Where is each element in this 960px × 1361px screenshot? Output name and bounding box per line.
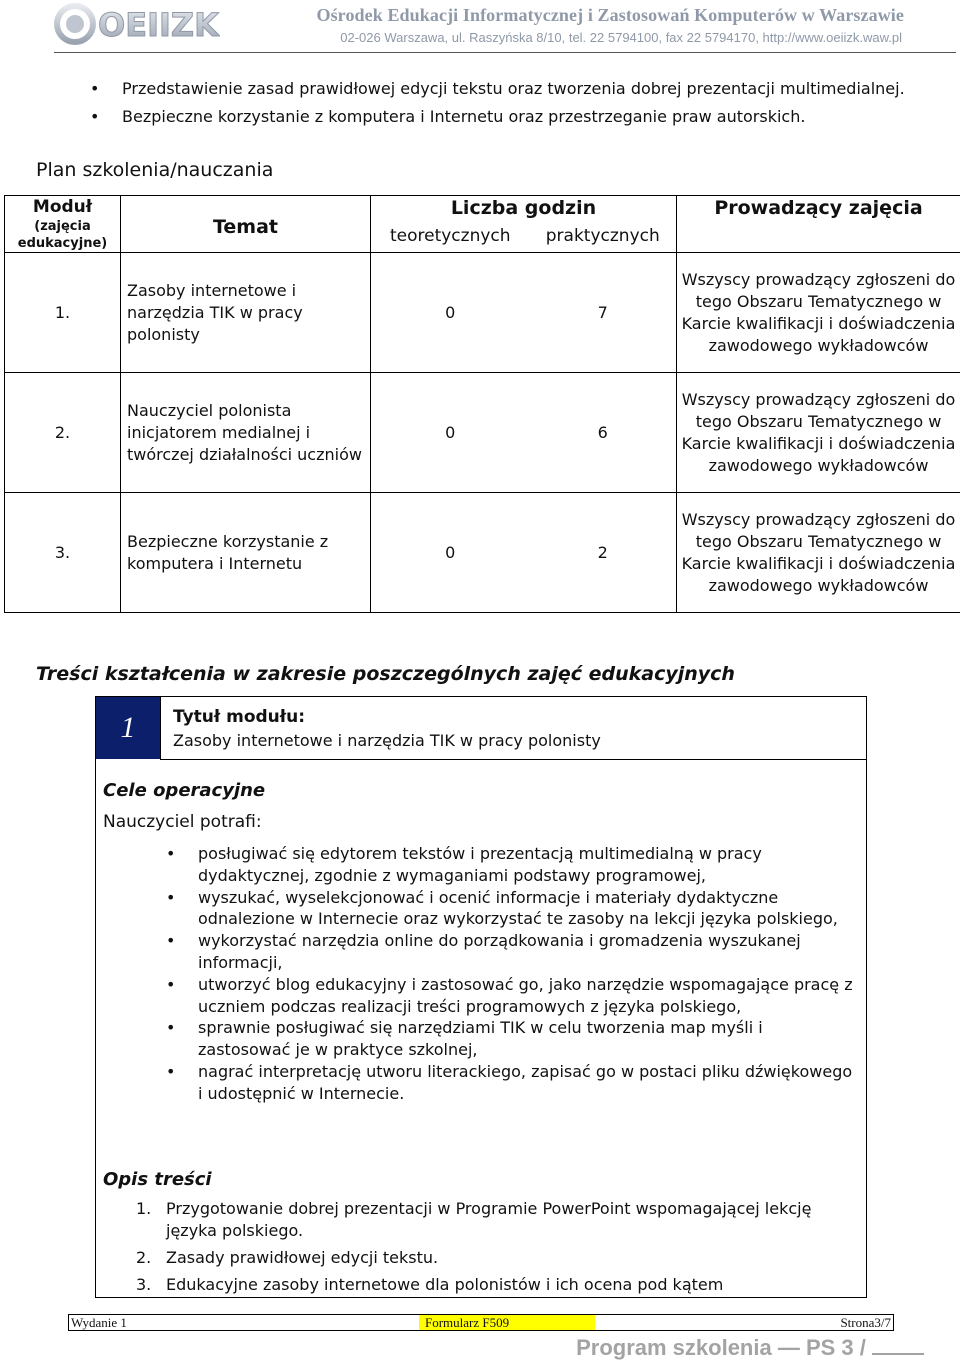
plan-heading: Plan szkolenia/nauczania (36, 159, 273, 181)
program-id-blank-line (872, 1335, 924, 1355)
module-number-badge: 1 (96, 697, 160, 759)
content-heading: Treści kształcenia w zakresie poszczególnych zajęć edukacyjnych (36, 663, 735, 685)
column-header-teacher-spacer (677, 220, 960, 253)
module-title-cell (160, 697, 866, 760)
description-item (136, 1198, 846, 1242)
footer-edition: Wydanie 1 (71, 1315, 127, 1330)
module-topic: Bezpieczne korzystanie z komputera i Internetu (121, 493, 371, 613)
module-title: Zasoby internetowe i narzędzia TIK w pracy polonisty (173, 731, 601, 750)
description-item-text: Zasady prawidłowej edycji tekstu. (166, 1248, 438, 1267)
module-topic: Zasoby internetowe i narzędzia TIK w pracy polonisty (121, 253, 371, 373)
oeiizk-logo (54, 3, 220, 45)
hours-theory: 0 (371, 253, 530, 373)
goals-heading: Cele operacyjne (103, 780, 265, 801)
description-item-number: 1. (136, 1198, 151, 1220)
goals-intro: Nauczyciel potrafi: (103, 812, 262, 832)
intro-bullet: • Bezpieczne korzystanie z komputera i Internetu oraz przestrzeganie praw autorskich. (88, 106, 908, 128)
teacher-info: Wszyscy prowadzący zgłoszeni do tego Obszaru Tematycznego w Karcie kwalifikacji i doświadczenia zawodowego wykładowców (677, 373, 960, 493)
program-id (576, 1335, 924, 1361)
logo-text: OEIIZK (98, 6, 220, 44)
column-header-topic: Temat (121, 196, 371, 253)
column-header-hours: Liczba godzin (371, 196, 677, 221)
description-list (136, 1198, 846, 1301)
module-number: 1. (5, 253, 121, 373)
description-item-text: Edukacyjne zasoby internetowe dla polonistów i ich ocena pod kątem (166, 1275, 723, 1294)
description-item (136, 1247, 846, 1269)
hours-practice: 7 (530, 253, 677, 373)
hours-practice: 2 (530, 493, 677, 613)
description-item-number: 2. (136, 1247, 151, 1269)
program-id-text: Program szkolenia — PS 3 / (576, 1335, 866, 1360)
goal-item: • posługiwać się edytorem tekstów i prezentacją multimedialną w pracy dydaktycznej, zgodnie z wymaganiami podstawy programowej, (166, 843, 856, 887)
table-row (5, 253, 960, 373)
training-schedule-table (4, 195, 960, 613)
column-header-theory: teoretycznych (371, 220, 530, 253)
organization-address: 02-026 Warszawa, ul. Raszyńska 8/10, tel. 22 5794100, fax 22 5794170, http://www.oeiizk.waw.pl (340, 30, 902, 45)
teacher-info: Wszyscy prowadzący zgłoszeni do tego Obszaru Tematycznego w Karcie kwalifikacji i doświadczenia zawodowego wykładowców (677, 253, 960, 373)
column-header-module-sub: (zajęcia edukacyjne) (5, 218, 120, 252)
table-row (5, 493, 960, 613)
column-header-teacher: Prowadzący zajęcia (677, 196, 960, 221)
organization-name: Ośrodek Edukacji Informatycznej i Zastosowań Komputerów w Warszawie (316, 5, 904, 26)
column-header-module-label: Moduł (5, 196, 120, 218)
intro-bullet-list (88, 78, 908, 134)
module-box (95, 696, 867, 1298)
column-header-module (5, 196, 121, 253)
table-header-row (5, 196, 960, 221)
description-item-text: Przygotowanie dobrej prezentacji w Programie PowerPoint wspomagającej lekcję języka polskiego. (166, 1199, 811, 1240)
footer-page-number: Strona3/7 (840, 1315, 891, 1330)
goal-item: • sprawnie posługiwać się narzędziami TIK w celu tworzenia map myśli i zastosować je w praktyce szkolnej, (166, 1017, 856, 1061)
description-item-number: 3. (136, 1274, 151, 1296)
header-divider (54, 52, 956, 53)
module-number: 2. (5, 373, 121, 493)
hours-theory: 0 (371, 373, 530, 493)
goal-item: • wykorzystać narzędzia online do porządkowania i gromadzenia wyszukanej informacji, (166, 930, 856, 974)
footer-form-id: Formularz F509 (419, 1315, 595, 1330)
page-footer (68, 1314, 894, 1331)
hours-theory: 0 (371, 493, 530, 613)
teacher-info: Wszyscy prowadzący zgłoszeni do tego Obszaru Tematycznego w Karcie kwalifikacji i doświadczenia zawodowego wykładowców (677, 493, 960, 613)
goals-list (166, 843, 856, 1105)
description-heading: Opis treści (103, 1169, 212, 1190)
hours-practice: 6 (530, 373, 677, 493)
table-row (5, 373, 960, 493)
column-header-practice: praktycznych (530, 220, 677, 253)
goal-item: • utworzyć blog edukacyjny i zastosować go, jako narzędzie wspomagające pracę z uczniem podczas realizacji treści programowych z języka polskiego, (166, 974, 856, 1018)
page-header (0, 0, 960, 54)
module-title-label: Tytuł modułu: (173, 707, 305, 727)
description-item (136, 1274, 846, 1296)
module-topic: Nauczyciel polonista inicjatorem medialnej i twórczej działalności uczniów (121, 373, 371, 493)
goal-item: • wyszukać, wyselekcjonować i ocenić informacje i materiały dydaktyczne odnalezione w Internecie oraz wykorzystać te zasoby na lekcji języka polskiego, (166, 887, 856, 931)
module-number: 3. (5, 493, 121, 613)
goal-item: • nagrać interpretację utworu literackiego, zapisać go w postaci pliku dźwiękowego i udostępnić w Internecie. (166, 1061, 856, 1105)
intro-bullet: • Przedstawienie zasad prawidłowej edycji tekstu oraz tworzenia dobrej prezentacji multimedialnej. (88, 78, 908, 100)
